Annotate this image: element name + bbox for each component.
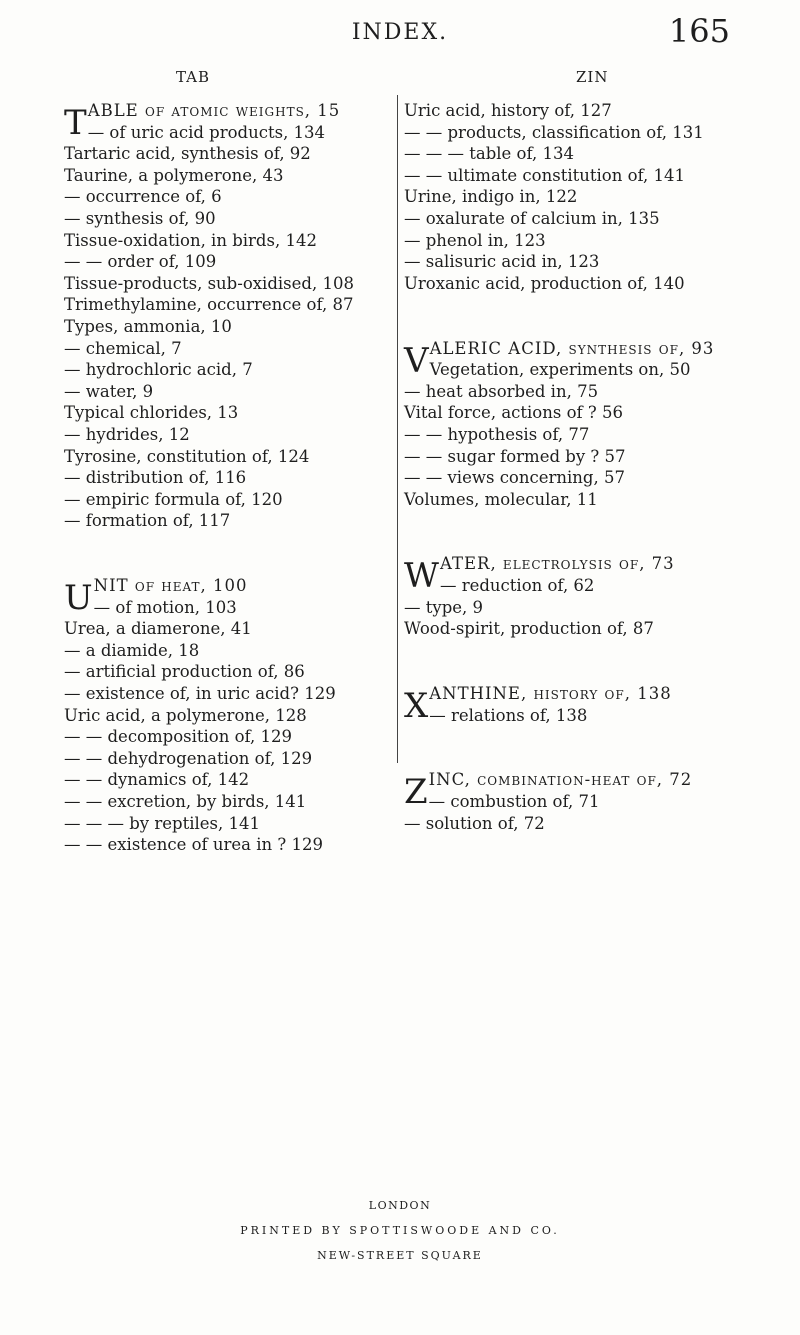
index-entry: — distribution of, 116 (64, 468, 247, 488)
index-entry: — synthesis of, 90 (64, 208, 216, 228)
index-entry: Uric acid, history of, 127 (404, 101, 612, 120)
page-title: INDEX. (351, 20, 449, 45)
index-entry: — artificial production of, 86 (64, 662, 305, 682)
left-column-head: TAB (176, 68, 211, 86)
index-entry: — — products, classification of, 131 (404, 122, 704, 142)
section-gap (404, 726, 784, 769)
index-entry: Vital force, actions of ? 56 (404, 403, 623, 423)
index-entry: — existence of, in uric acid? 129 (64, 684, 336, 704)
page-number: 165 (668, 12, 730, 50)
index-entry: Tyrosine, constitution of, 124 (64, 446, 310, 466)
section-v-entries (404, 381, 784, 511)
index-entry: — — sugar formed by ? 57 (404, 446, 626, 466)
section-w-first-entry (404, 553, 784, 596)
section-v-first-entry (404, 338, 784, 381)
index-entry: — — ultimate constitution of, 141 (404, 165, 686, 185)
column-divider (397, 95, 398, 763)
index-entry: — hydrides, 12 (64, 424, 190, 444)
dropcap-v: V (404, 340, 429, 381)
index-entry: — — views concerning, 57 (404, 468, 625, 488)
dropcap-t: T (64, 103, 87, 143)
section-v (404, 338, 784, 511)
index-entry: Tissue-oxidation, in birds, 142 (64, 230, 317, 250)
dropcap-u: U (64, 578, 93, 619)
index-entry: — heat absorbed in, 75 (404, 381, 599, 401)
section-t-second-line: — of uric acid products, 134 (87, 122, 326, 142)
index-entry: — — — table of, 134 (404, 144, 574, 164)
index-entry: — water, 9 (64, 381, 154, 401)
index-entry: Uric acid, a polymerone, 128 (64, 705, 307, 725)
index-entry: Taurine, a polymerone, 43 (64, 165, 284, 185)
index-entry: — phenol in, 123 (404, 230, 546, 250)
section-w-second-line: — reduction of, 62 (439, 576, 595, 596)
section-x-first-entry (404, 683, 784, 726)
section-w (404, 553, 784, 639)
section-w-first-line: ATER, electrolysis of, 73 (439, 554, 675, 574)
dropcap-w: W (404, 556, 439, 597)
section-x-first-line: ANTHINE, history of, 138 (429, 684, 672, 704)
section-u-first-entry (64, 575, 392, 618)
section-x-second-line: — relations of, 138 (429, 705, 588, 725)
index-entry: — — dehydrogenation of, 129 (64, 748, 313, 768)
section-x (404, 683, 784, 726)
section-u-second-line: — of motion, 103 (93, 597, 237, 617)
section-t-entries (64, 143, 392, 532)
index-entry: Types, ammonia, 10 (64, 316, 232, 336)
index-entry: Typical chlorides, 13 (64, 403, 239, 423)
right-column-head: ZIN (576, 68, 609, 86)
section-v-first-line: ALERIC ACID, synthesis of, 93 (429, 338, 715, 358)
index-entry: — occurrence of, 6 (64, 187, 222, 207)
section-z-first-line: INC, combination-heat of, 72 (428, 770, 693, 790)
index-entry: Wood-spirit, production of, 87 (404, 619, 654, 639)
section-u-continued (404, 100, 784, 294)
section-u-entries (64, 618, 392, 856)
section-v-second-line: Vegetation, experiments on, 50 (429, 360, 691, 380)
index-entry: Tissue-products, sub-oxidised, 108 (64, 273, 354, 293)
section-u (64, 575, 392, 856)
imprint-city: LONDON (368, 1199, 432, 1212)
index-entry: Uroxanic acid, production of, 140 (404, 273, 685, 293)
index-entry: — — hypothesis of, 77 (404, 424, 590, 444)
index-entry: Urea, a diamerone, 41 (64, 619, 252, 639)
index-entry: — formation of, 117 (64, 511, 231, 531)
section-gap (404, 294, 784, 337)
index-entry: — empiric formula of, 120 (64, 489, 283, 509)
section-gap (404, 510, 784, 553)
dropcap-z: Z (404, 772, 428, 813)
section-gap (64, 532, 392, 575)
section-z-first-entry (404, 769, 784, 812)
index-entry: — a diamide, 18 (64, 640, 200, 660)
dropcap-x: X (404, 686, 429, 727)
index-entry: — — order of, 109 (64, 252, 217, 272)
section-w-entries (404, 597, 784, 640)
index-entry: Trimethylamine, occurrence of, 87 (64, 295, 354, 315)
index-entry: — type, 9 (404, 597, 484, 617)
index-entry: Volumes, molecular, 11 (404, 489, 598, 509)
section-z (404, 769, 784, 834)
section-gap (404, 640, 784, 683)
index-entry: Tartaric acid, synthesis of, 92 (64, 144, 311, 164)
section-z-entries (404, 813, 784, 835)
index-entry: — hydrochloric acid, 7 (64, 360, 253, 380)
index-entry: — salisuric acid in, 123 (404, 252, 600, 272)
imprint-printer: PRINTED BY SPOTTISWOODE AND CO. (240, 1224, 560, 1237)
section-t-first-line: ABLE of atomic weights, 15 (87, 101, 341, 120)
index-entry: — solution of, 72 (404, 813, 545, 833)
section-z-second-line: — combustion of, 71 (428, 792, 600, 811)
left-column (64, 100, 392, 856)
right-column (404, 100, 784, 834)
section-t-first-entry (64, 100, 392, 143)
imprint-address: NEW-STREET SQUARE (317, 1249, 483, 1262)
index-entry: — — excretion, by birds, 141 (64, 792, 307, 811)
index-entry: — — existence of urea in ? 129 (64, 835, 323, 855)
index-entry: Urine, indigo in, 122 (404, 187, 578, 207)
section-t (64, 100, 392, 532)
index-entry: — — dynamics of, 142 (64, 770, 250, 790)
index-entry: — oxalurate of calcium in, 135 (404, 208, 660, 228)
section-u-first-line: NIT of heat, 100 (93, 576, 248, 596)
index-entry: — chemical, 7 (64, 338, 182, 358)
index-entry: — — decomposition of, 129 (64, 727, 293, 747)
index-entry: — — — by reptiles, 141 (64, 813, 260, 833)
